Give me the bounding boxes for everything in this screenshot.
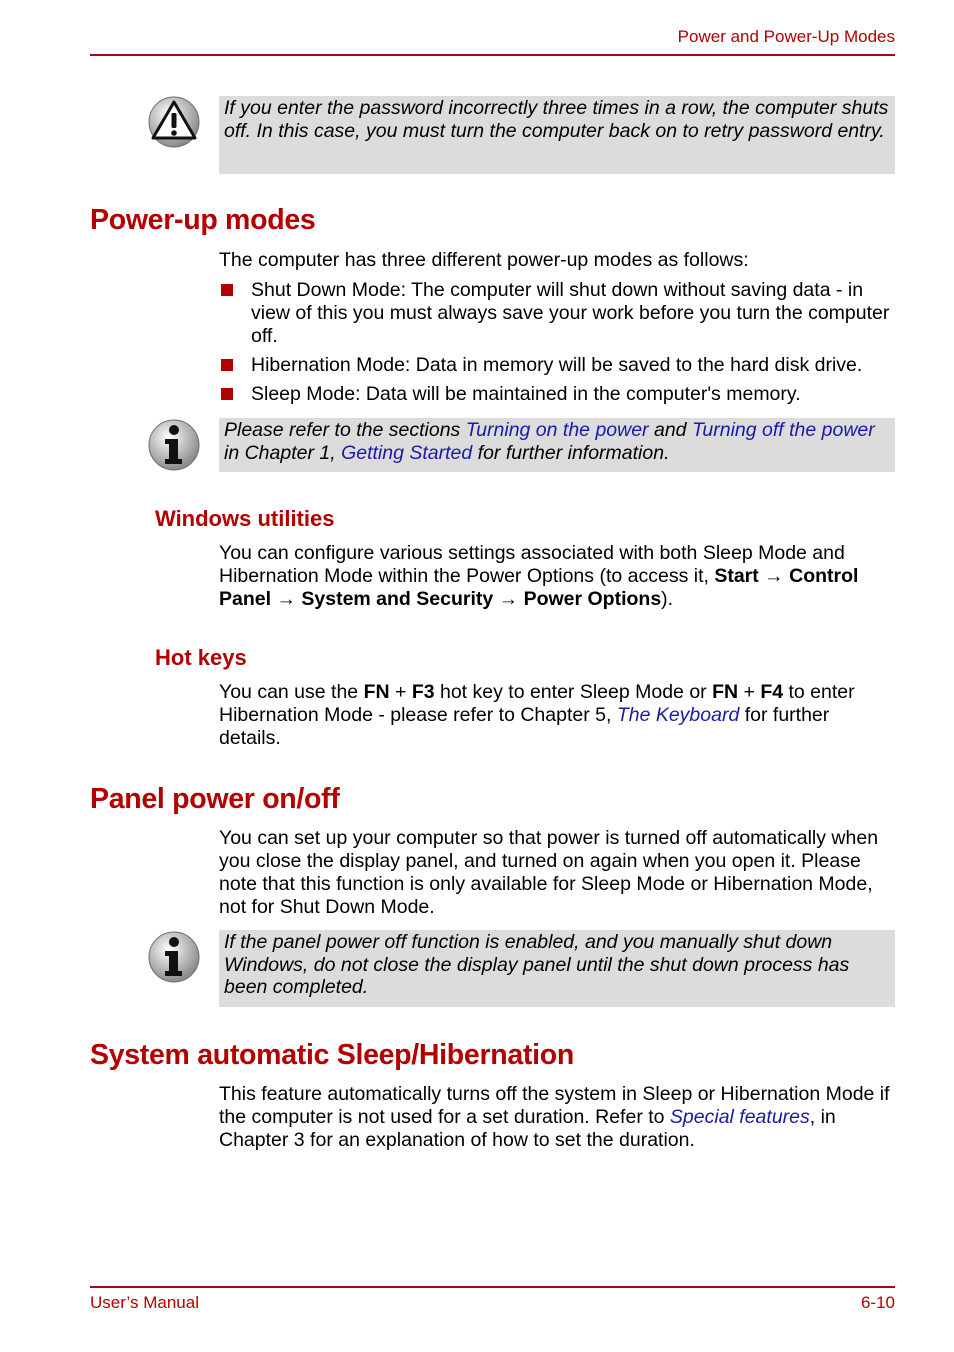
link-special-features[interactable]: Special features (669, 1105, 810, 1128)
header-rule (90, 54, 895, 56)
link-the-keyboard[interactable]: The Keyboard (616, 703, 740, 726)
body-text: This feature automatically turns off the system in Sleep or Hibernation Mode if the computer is not used for a set duration. Refer to (219, 1083, 890, 1128)
list-item (219, 383, 895, 406)
subheading-windows-utilities: Windows utilities (155, 506, 335, 531)
body-text: for further details. (219, 703, 830, 749)
info-note-panel-power: If the panel power off function is enabled, and you manually shut down Windows, do not close the display panel until the shut down process has been completed. (219, 930, 895, 1007)
key-fn: FN (363, 681, 390, 703)
list-item-text: Sleep Mode: Data will be maintained in the computer's memory. (251, 383, 801, 405)
note-text: and (648, 419, 692, 441)
system-sleep-text (219, 1083, 895, 1152)
arrow-glyph: → (493, 587, 524, 610)
bullet-square-icon (221, 388, 233, 400)
power-up-intro: The computer has three different power-up modes as follows: (219, 249, 749, 271)
bullet-square-icon (221, 359, 233, 371)
info-note-chapter1 (219, 418, 895, 472)
list-item (219, 279, 895, 348)
footer-manual-title: User’s Manual (90, 1293, 199, 1312)
menu-path-start: Start (714, 564, 759, 587)
key-fn: FN (712, 681, 739, 703)
section-heading-power-up-modes: Power-up modes (90, 204, 316, 236)
list-item-text: Shut Down Mode: The computer will shut down without saving data - in view of this you must always save your work before you turn the computer off. (251, 279, 890, 347)
info-icon (146, 929, 202, 985)
list-item (219, 354, 895, 377)
body-text: ). (661, 587, 674, 610)
section-heading-system-sleep: System automatic Sleep/Hibernation (90, 1039, 574, 1071)
note-text: in Chapter 1, (224, 441, 342, 464)
windows-utilities-text (219, 542, 895, 611)
plus-glyph: + (389, 681, 412, 703)
footer-rule (90, 1286, 895, 1288)
hot-keys-text (219, 681, 895, 750)
link-turning-on-power[interactable]: Turning on the power (465, 419, 649, 441)
key-f3: F3 (411, 681, 435, 703)
body-text: You can use the (219, 681, 364, 703)
body-text: to enter Hibernation Mode - please refer to Chapter 5, (219, 681, 855, 726)
plus-glyph: + (738, 681, 761, 703)
panel-power-text: You can set up your computer so that power is turned off automatically when you close the display panel, and turned on again when you open it. Please note that this function is only available for Sleep Mode or Hibernation Mode, not for Shut Down Mode. (219, 827, 879, 918)
link-getting-started[interactable]: Getting Started (341, 441, 473, 464)
note-text: for further information. (472, 441, 670, 464)
body-text: hot key to enter Sleep Mode or (434, 681, 713, 703)
body-text: , in Chapter 3 for an explanation of how to set the duration. (219, 1105, 836, 1151)
bullet-square-icon (221, 284, 233, 296)
info-icon (146, 417, 202, 473)
subheading-hot-keys: Hot keys (155, 645, 247, 670)
menu-path-power-options: Power Options (523, 587, 662, 610)
menu-path-system-security: System and Security (301, 587, 494, 610)
body-text: You can configure various settings associated with both Sleep Mode and Hibernation Mode within the Power Options (to access it, (219, 542, 845, 587)
arrow-glyph: → (271, 587, 302, 610)
arrow-glyph: → (758, 564, 790, 587)
menu-path-control-panel: Control Panel (219, 564, 859, 610)
warning-triangle-icon (146, 94, 202, 150)
section-heading-panel-power: Panel power on/off (90, 783, 340, 815)
link-turning-off-power[interactable]: Turning off the power (691, 419, 875, 441)
page-number: 6-10 (860, 1293, 895, 1312)
list-item-text: Hibernation Mode: Data in memory will be saved to the hard disk drive. (251, 354, 863, 376)
note-text: Please refer to the sections (224, 419, 466, 441)
key-f4: F4 (760, 681, 784, 703)
running-header: Power and Power-Up Modes (677, 27, 895, 46)
caution-note: If you enter the password incorrectly three times in a row, the computer shuts off. In this case, you must turn the computer back on to retry password entry. (219, 96, 895, 174)
